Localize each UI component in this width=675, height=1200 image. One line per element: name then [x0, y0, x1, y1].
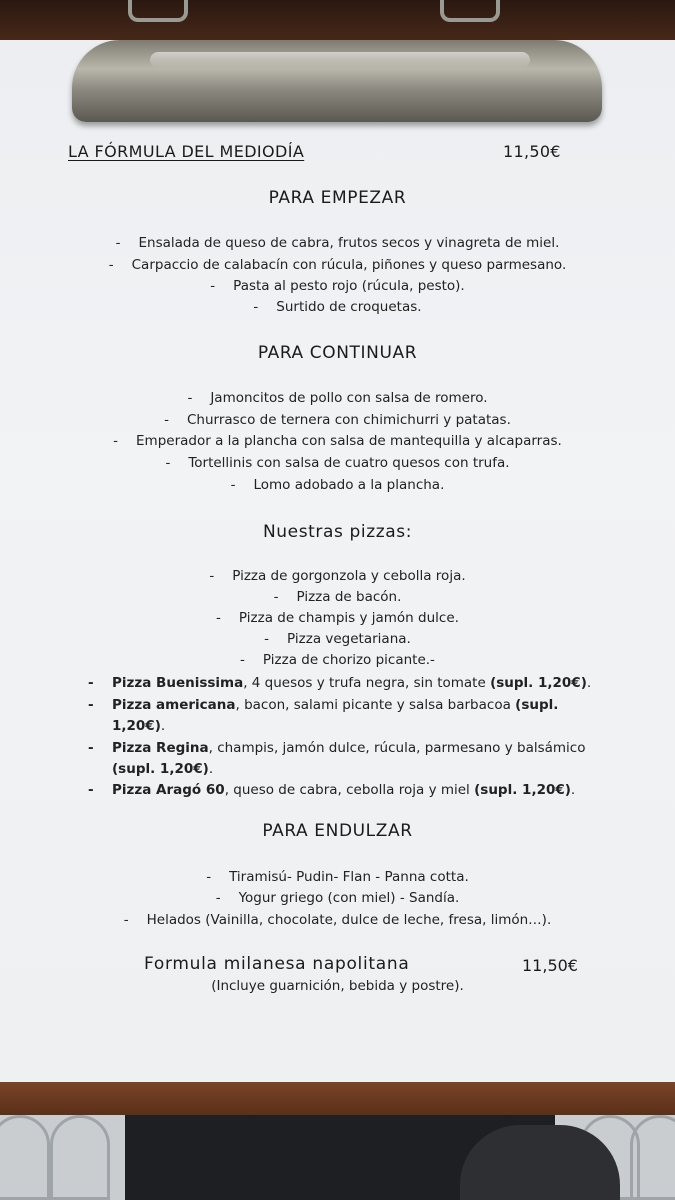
menu-item: - Pizza de champis y jamón dulce.	[216, 610, 459, 626]
special-pizza-name: Pizza Regina	[112, 740, 209, 756]
menu-item: - Emperador a la plancha con salsa de mantequilla y alcaparras.	[113, 433, 562, 449]
special-pizza-name: Pizza Buenissima	[112, 675, 244, 691]
formula-name: Formula milanesa napolitana	[144, 954, 410, 974]
floor-tile-pattern	[0, 1115, 50, 1200]
clip-ring-right	[440, 0, 500, 22]
floor-tile-pattern	[50, 1115, 110, 1200]
menu-item: - Churrasco de ternera con chimichurri y patatas.	[164, 412, 511, 428]
formula-price: 11,50€	[522, 956, 578, 975]
menu-item: - Carpaccio de calabacín con rúcula, piñones y queso parmesano.	[108, 257, 567, 273]
menu-header-title: LA FÓRMULA DEL MEDIODÍA	[68, 142, 305, 161]
menu-item: - Pizza vegetariana.	[264, 631, 411, 647]
supplement-price: (supl. 1,20€)	[112, 761, 209, 777]
special-pizza-item: - Pizza Aragó 60, queso de cabra, cebolla roja y miel (supl. 1,20€).	[88, 782, 576, 798]
clip-ring-left	[128, 0, 188, 22]
section-title-endulzar: PARA ENDULZAR	[262, 821, 413, 841]
metal-clip-highlight	[150, 52, 530, 68]
menu-item: - Pizza de gorgonzola y cebolla roja.	[209, 568, 466, 584]
person-knee	[460, 1125, 620, 1200]
menu-item: - Pasta al pesto rojo (rúcula, pesto).	[210, 278, 465, 294]
section-title-continuar: PARA CONTINUAR	[257, 343, 418, 363]
supplement-price: (supl. 1,20€)	[112, 697, 559, 734]
section-title-empezar: PARA EMPEZAR	[268, 188, 407, 208]
special-pizza-name: Pizza americana	[112, 697, 236, 713]
menu-item: - Pizza de chorizo picante.-	[240, 652, 435, 668]
menu-item: - Ensalada de queso de cabra, frutos secos y vinagreta de miel.	[115, 235, 560, 251]
special-pizza-item: - Pizza Buenissima, 4 quesos y trufa negra, sin tomate (supl. 1,20€).	[88, 675, 592, 691]
menu-item: - Helados (Vainilla, chocolate, dulce de leche, fresa, limón…).	[123, 912, 552, 928]
special-pizza-item: - Pizza Regina, champis, jamón dulce, rúcula, parmesano y balsámico (supl. 1,20€).	[88, 740, 586, 777]
supplement-price: (supl. 1,20€)	[474, 782, 571, 798]
supplement-price: (supl. 1,20€)	[490, 675, 587, 691]
floor-tile-pattern	[630, 1115, 675, 1200]
menu-item: - Tortellinis con salsa de cuatro quesos con trufa.	[165, 455, 510, 471]
board-top-shadow	[0, 0, 675, 45]
section-title-pizzas: Nuestras pizzas:	[262, 522, 413, 542]
special-pizza-item: - Pizza americana, bacon, salami picante y salsa barbacoa (supl. 1,20€).	[88, 697, 559, 734]
menu-item: - Yogur griego (con miel) - Sandía.	[215, 890, 460, 906]
special-pizza-name: Pizza Aragó 60	[112, 782, 225, 798]
formula-note: (Incluye guarnición, bebida y postre).	[211, 978, 464, 994]
menu-item: - Surtido de croquetas.	[253, 299, 422, 315]
menu-item: - Pizza de bacón.	[273, 589, 402, 605]
menu-item: - Lomo adobado a la plancha.	[230, 477, 445, 493]
clipboard-bottom-edge	[0, 1082, 675, 1115]
menu-header-price: 11,50€	[503, 142, 561, 161]
menu-item: - Jamoncitos de pollo con salsa de romero.	[187, 390, 488, 406]
menu-item: - Tiramisú- Pudin- Flan - Panna cotta.	[206, 869, 469, 885]
